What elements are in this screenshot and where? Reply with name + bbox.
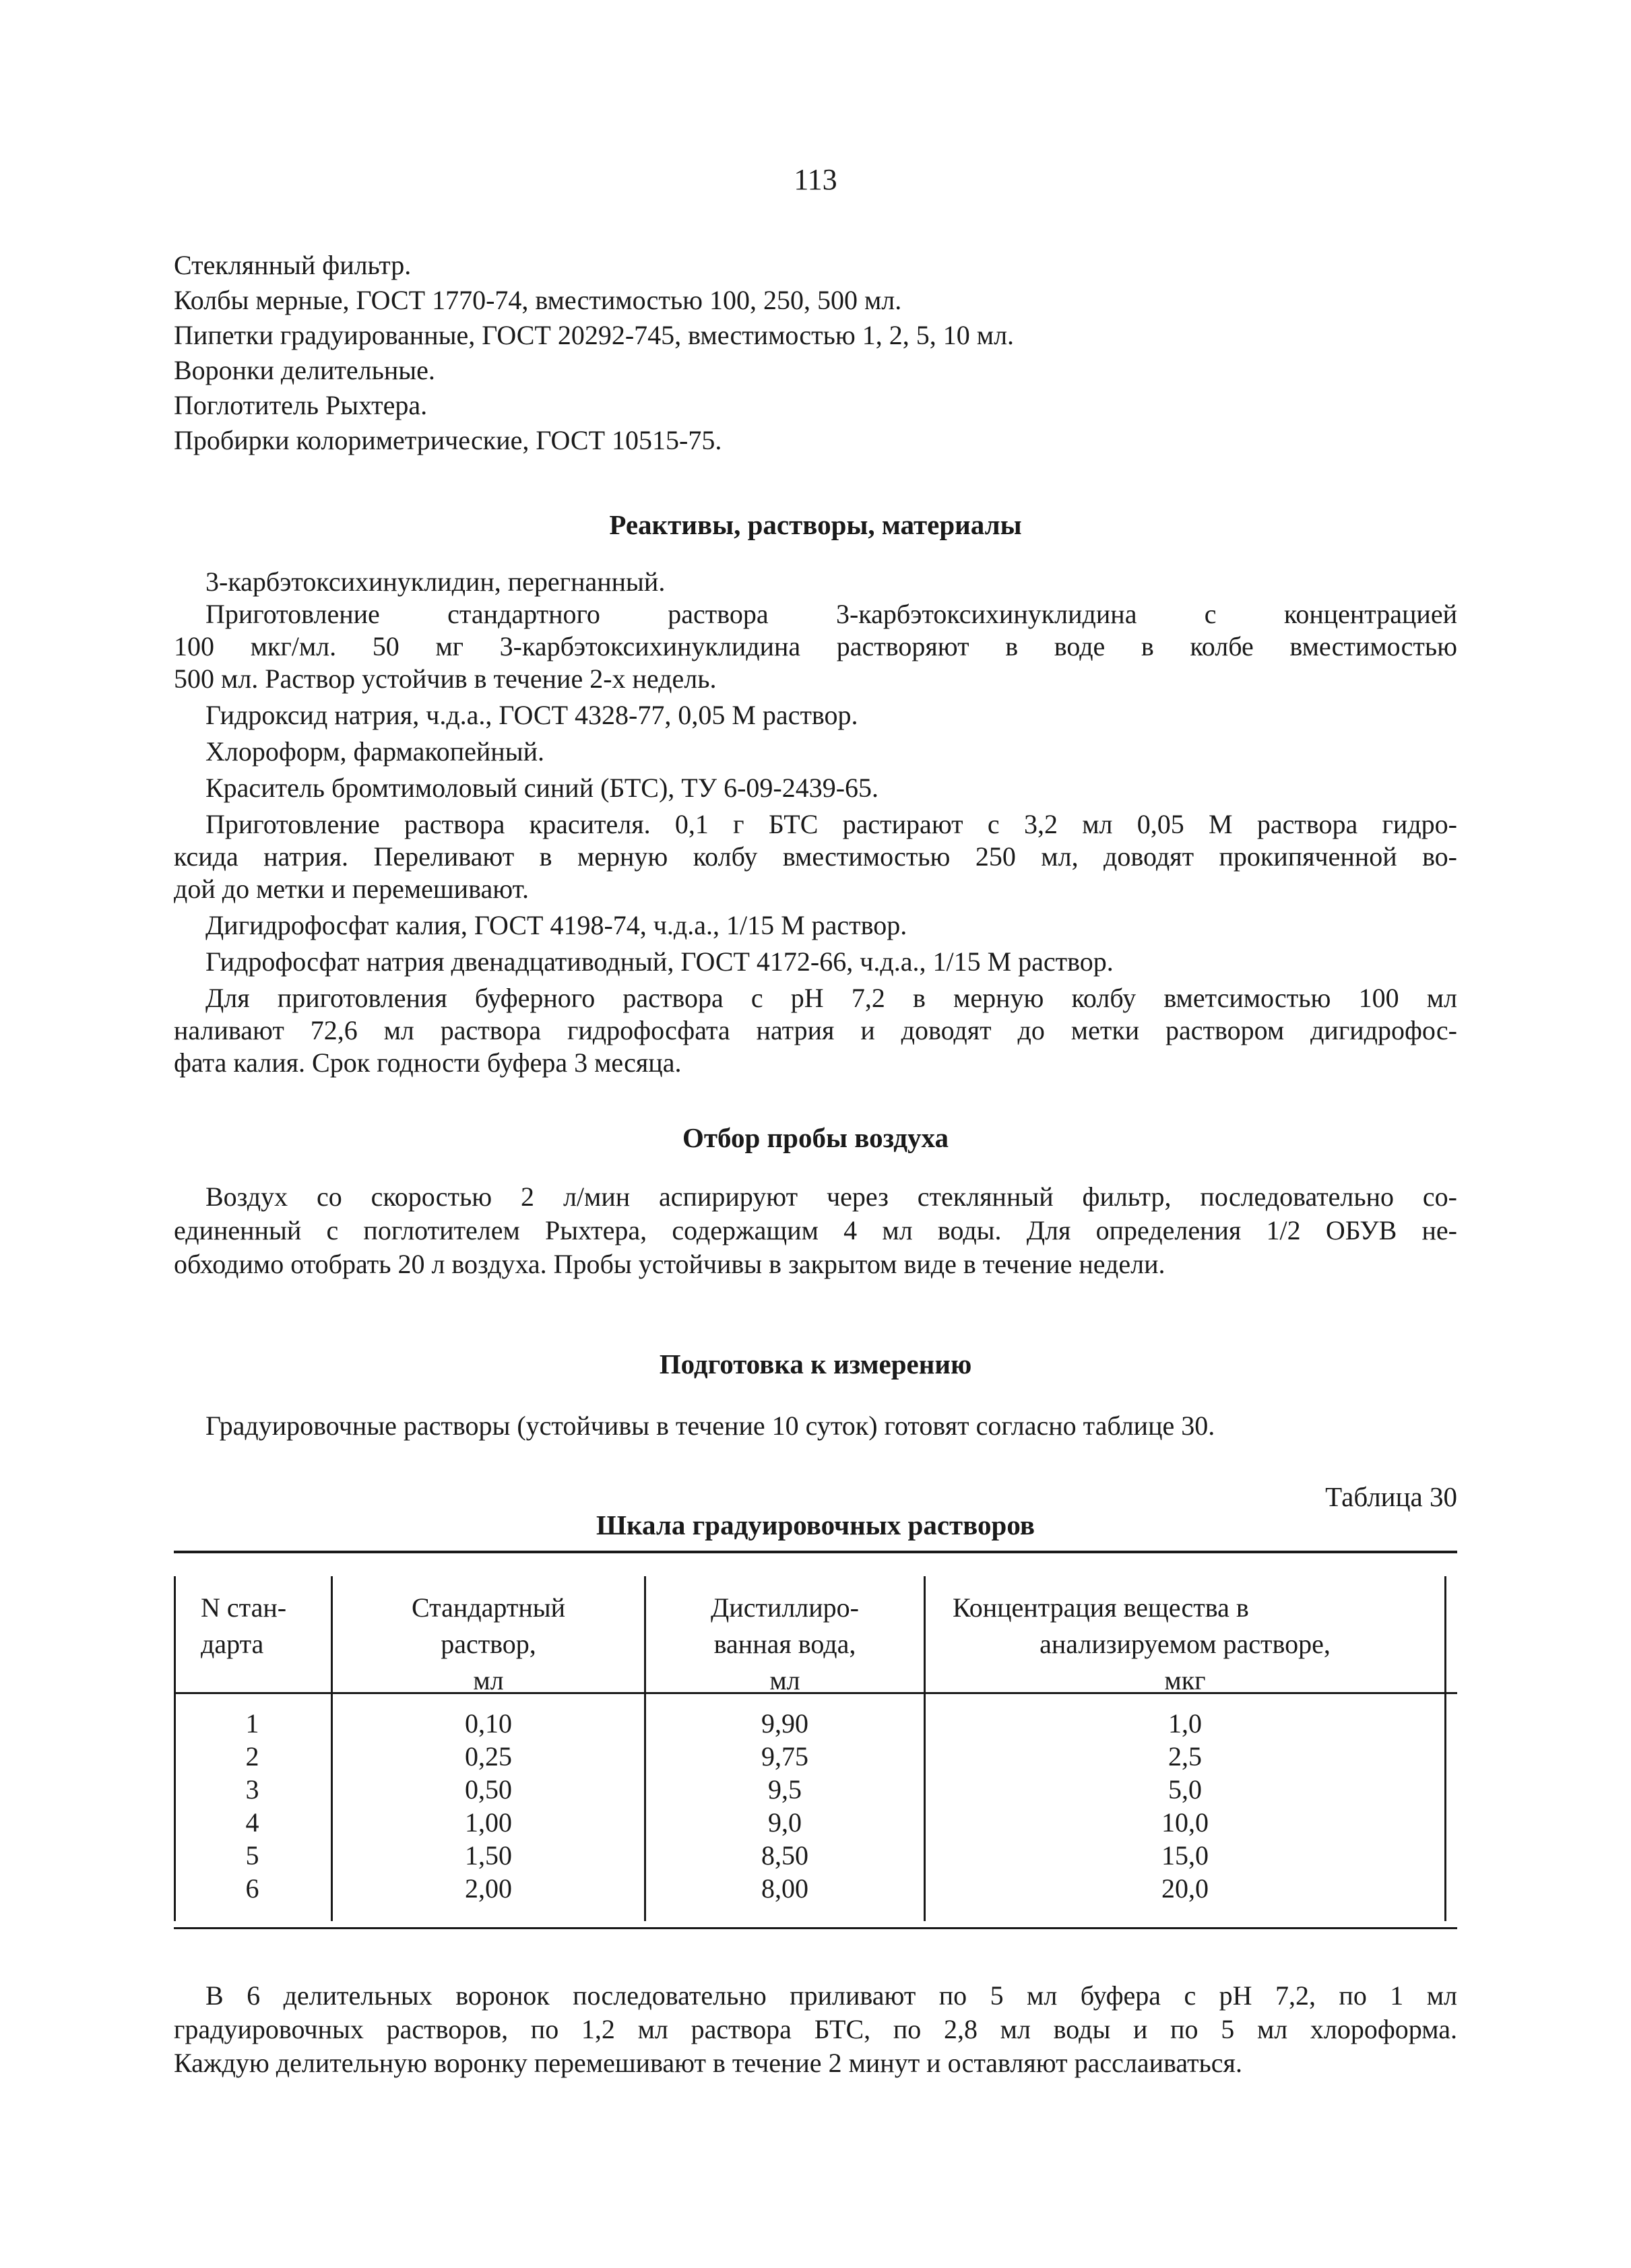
preparation-section [174,1409,1457,1443]
reagent-line: ксида натрия. Переливают в мерную колбу вместимостью 250 мл, доводят прокипяченной во- [174,841,1457,872]
column-standard-number [174,1707,331,1905]
reagents-section [174,566,1457,1079]
table-cell: 6 [245,1873,259,1904]
closing-line: В 6 делительных воронок последовательно приливают по 5 мл буфера с pH 7,2, по 1 мл [205,1980,1457,2011]
header-line: дарта [201,1629,264,1659]
equipment-item: Пипетки градуированные, ГОСТ 20292-745, вместимостью 1, 2, 5, 10 мл. [174,320,1015,350]
header-line: ванная вода, [713,1629,856,1659]
reagent-line: Хлороформ, фармакопейный. [205,736,544,767]
reagent-line: Приготовление стандартного раствора 3-карбэтоксихинуклидина с концентрацией [205,599,1457,629]
table-cell: 1,50 [465,1840,512,1871]
equipment-item: Пробирки колориметрические, ГОСТ 10515-75. [174,425,722,455]
table-title: Шкала градуировочных растворов [596,1510,1035,1541]
column-concentration [926,1707,1444,1905]
header-line: раствор, [441,1629,536,1659]
table-cell: 0,50 [465,1774,512,1805]
table-cell: 20,0 [1161,1873,1209,1904]
header-line: Дистиллиро- [711,1592,859,1623]
table-cell: 9,0 [768,1807,802,1838]
sampling-heading: Отбор пробы воздуха [682,1122,949,1153]
sampling-line: единенный с поглотителем Рыхтера, содержащим 4 мл воды. Для определения 1/2 ОБУВ не- [174,1215,1457,1245]
table-cell: 3 [245,1774,259,1805]
reagent-line: Для приготовления буферного раствора с pH 7,2 в мерную колбу вметсимостью 100 мл [205,983,1457,1013]
equipment-item: Стеклянный фильтр. [174,250,412,280]
reagent-line: фата калия. Срок годности буфера 3 месяца. [174,1047,682,1078]
preparation-heading: Подготовка к измерению [659,1349,972,1380]
table-cell: 2,5 [1168,1741,1202,1772]
header-cell-standard-number [174,1590,331,1662]
table-cell: 0,25 [465,1741,512,1772]
table-cell: 8,00 [761,1873,808,1904]
header-cell-distilled-water [646,1590,924,1699]
reagent-line: дой до метки и перемешивают. [174,874,530,904]
equipment-item: Колбы мерные, ГОСТ 1770-74, вместимостью 100, 250, 500 мл. [174,285,902,315]
reagent-line: 3-карбэтоксихинуклидин, перегнанный. [205,566,666,597]
reagent-line: 100 мкг/мл. 50 мг 3-карбэтоксихинуклидина растворяют в воде в колбе вместимостью [174,631,1457,661]
header-line: N стан- [201,1592,287,1623]
table-rule-top [174,1551,1457,1553]
reagent-line: Гидрофосфат натрия двенадцативодный, ГОСТ 4172-66, ч.д.а., 1/15 М раствор. [205,946,1114,977]
table-cell: 9,5 [768,1774,802,1805]
calibration-table [174,1551,1457,1929]
column-distilled-water [646,1707,924,1905]
table-cell: 15,0 [1161,1840,1209,1871]
header-line: мл [769,1665,800,1695]
table-cell: 9,75 [761,1741,808,1772]
sampling-line: обходимо отобрать 20 л воздуха. Пробы устойчивы в закрытом виде в течение недели. [174,1249,1165,1279]
equipment-list [174,248,1457,458]
reagents-heading: Реактивы, растворы, материалы [609,509,1022,540]
preparation-intro: Градуировочные растворы (устойчивы в течение 10 суток) готовят согласно таблице 30. [205,1411,1215,1441]
reagent-line: Дигидрофосфат калия, ГОСТ 4198-74, ч.д.а., 1/15 М раствор. [205,910,907,940]
table-cell: 1,0 [1168,1708,1202,1739]
table-cell: 10,0 [1161,1807,1209,1838]
table-cell: 2 [245,1741,259,1772]
table-cell: 4 [245,1807,259,1838]
reagent-line: 500 мл. Раствор устойчив в течение 2-х недель. [174,663,717,694]
reagent-line: Краситель бромтимоловый синий (БТС), ТУ 6-09-2439-65. [205,773,879,803]
sampling-line: Воздух со скоростью 2 л/мин аспирируют через стеклянный фильтр, последовательно со- [205,1181,1457,1212]
closing-line: Каждую делительную воронку перемешивают в течение 2 минут и оставляют расслаиваться. [174,2048,1242,2078]
reagent-line: наливают 72,6 мл раствора гидрофосфата натрия и доводят до метки раствором дигидрофос- [174,1015,1457,1045]
header-line: мкг [1164,1665,1206,1695]
header-line: мл [473,1665,504,1695]
column-standard-solution [333,1707,644,1905]
table-cell: 5,0 [1168,1774,1202,1805]
table-cell: 9,90 [761,1708,808,1739]
header-line: Концентрация вещества в [953,1592,1249,1623]
table-rule-bottom [174,1927,1457,1929]
closing-line: градуировочных растворов, по 1,2 мл раствора БТС, по 2,8 мл воды и по 5 мл хлороформа. [174,2014,1457,2044]
table-border-right [1444,1576,1446,1921]
reagent-line: Гидроксид натрия, ч.д.а., ГОСТ 4328-77, 0,05 М раствор. [205,700,858,730]
header-cell-standard-solution [333,1590,644,1699]
closing-paragraph [174,1979,1457,2080]
table-cell: 1 [245,1708,259,1739]
equipment-item: Поглотитель Рыхтера. [174,390,428,420]
header-line: Стандартный [411,1592,566,1623]
page-number: 113 [794,163,837,196]
equipment-item: Воронки делительные. [174,355,435,385]
table-cell: 8,50 [761,1840,808,1871]
table-cell: 1,00 [465,1807,512,1838]
sampling-section [174,1180,1457,1281]
table-cell: 2,00 [465,1873,512,1904]
header-cell-concentration [926,1590,1444,1699]
table-label: Таблица 30 [1325,1481,1457,1512]
table-cell: 0,10 [465,1708,512,1739]
header-line: анализируемом растворе, [1040,1629,1331,1659]
table-cell: 5 [245,1840,259,1871]
reagent-line: Приготовление раствора красителя. 0,1 г БТС растирают с 3,2 мл 0,05 М раствора гидро- [205,809,1457,839]
